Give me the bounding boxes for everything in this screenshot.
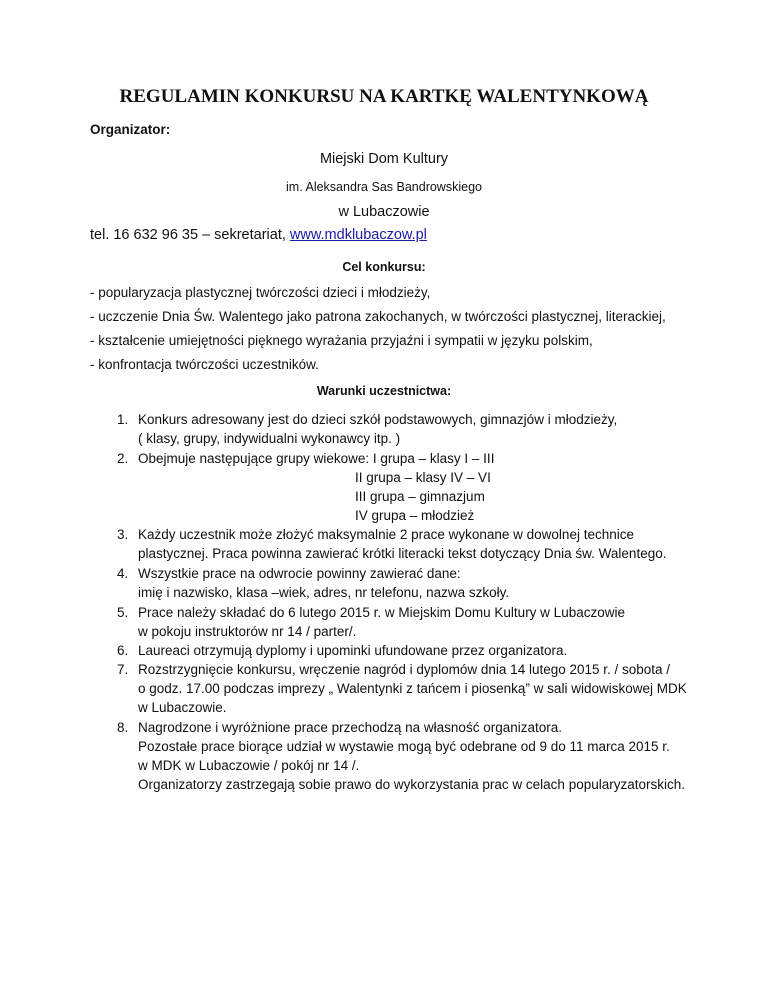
condition-text: Konkurs adresowany jest do dzieci szkół podstawowych, gimnazjów i młodzieży, xyxy=(138,412,618,427)
conditions-heading: Warunki uczestnictwa: xyxy=(316,384,452,398)
condition-text: Prace należy składać do 6 lutego 2015 r. w Miejskim Domu Kultury w Lubaczowie xyxy=(138,605,625,620)
phone-text: tel. 16 632 96 35 – sekretariat, xyxy=(90,227,290,243)
organizer-name: Miejski Dom Kultury xyxy=(319,151,449,167)
condition-number: 8. xyxy=(117,720,129,735)
condition-number: 1. xyxy=(117,412,129,427)
condition-number: 6. xyxy=(117,643,129,658)
condition-text: Pozostałe prace biorące udział w wystawie mogą być odebrane od 9 do 11 marca 2015 r. xyxy=(138,739,670,754)
condition-text: Rozstrzygnięcie konkursu, wręczenie nagród i dyplomów dnia 14 lutego 2015 r. / sobota / xyxy=(138,662,671,677)
condition-text: Nagrodzone i wyróżnione prace przechodzą na własność organizatora. xyxy=(138,720,562,735)
goal-item: - konfrontacja twórczości uczestników. xyxy=(90,357,319,372)
document-title: REGULAMIN KONKURSU NA KARTKĘ WALENTYNKOWĄ xyxy=(119,86,649,107)
condition-text: Wszystkie prace na odwrocie powinny zawierać dane: xyxy=(138,566,461,581)
condition-text: plastycznej. Praca powinna zawierać krótki literacki tekst dotyczący Dnia św. Walentego. xyxy=(138,546,667,561)
condition-number: 5. xyxy=(117,605,129,620)
website-link[interactable]: www.mdklubaczow.pl xyxy=(289,227,427,243)
condition-text: ( klasy, grupy, indywidualni wykonawcy itp. ) xyxy=(138,431,401,446)
condition-text: Laureaci otrzymują dyplomy i upominki ufundowane przez organizatora. xyxy=(138,643,568,658)
organizer-city: w Lubaczowie xyxy=(338,204,430,220)
goal-item: - kształcenie umiejętności pięknego wyrażania przyjaźni i sympatii w języku polskim, xyxy=(90,333,593,348)
condition-number: 4. xyxy=(117,566,129,581)
organizer-patron: im. Aleksandra Sas Bandrowskiego xyxy=(286,180,482,194)
age-group: III grupa – gimnazjum xyxy=(355,489,485,504)
age-group: IV grupa – młodzież xyxy=(355,508,475,523)
goal-item: - popularyzacja plastycznej twórczości dzieci i młodzieży, xyxy=(90,285,431,300)
condition-text: Każdy uczestnik może złożyć maksymalnie 2 prace wykonane w dowolnej technice xyxy=(138,527,634,542)
condition-text: w pokoju instruktorów nr 14 / parter/. xyxy=(138,624,357,639)
condition-text: o godz. 17.00 podczas imprezy „ Walentynki z tańcem i piosenką” w sali widowiskowej MDK xyxy=(138,681,687,696)
age-group: II grupa – klasy IV – VI xyxy=(355,470,491,485)
condition-number: 2. xyxy=(117,451,129,466)
condition-number: 3. xyxy=(117,527,129,542)
condition-text: w MDK w Lubaczowie / pokój nr 14 /. xyxy=(138,758,360,773)
condition-text: imię i nazwisko, klasa –wiek, adres, nr telefonu, nazwa szkoły. xyxy=(138,585,510,600)
condition-text: Obejmuje następujące grupy wiekowe: I grupa – klasy I – III xyxy=(138,451,495,466)
goal-heading: Cel konkursu: xyxy=(342,260,426,274)
contact-line xyxy=(90,227,427,243)
goal-item: - uczczenie Dnia Św. Walentego jako patrona zakochanych, w twórczości plastycznej, literackiej, xyxy=(90,309,666,324)
condition-number: 7. xyxy=(117,662,129,677)
condition-text: Organizatorzy zastrzegają sobie prawo do wykorzystania prac w celach popularyzatorskich. xyxy=(138,777,686,792)
organizer-label: Organizator: xyxy=(90,122,171,137)
condition-text: w Lubaczowie. xyxy=(138,700,227,715)
